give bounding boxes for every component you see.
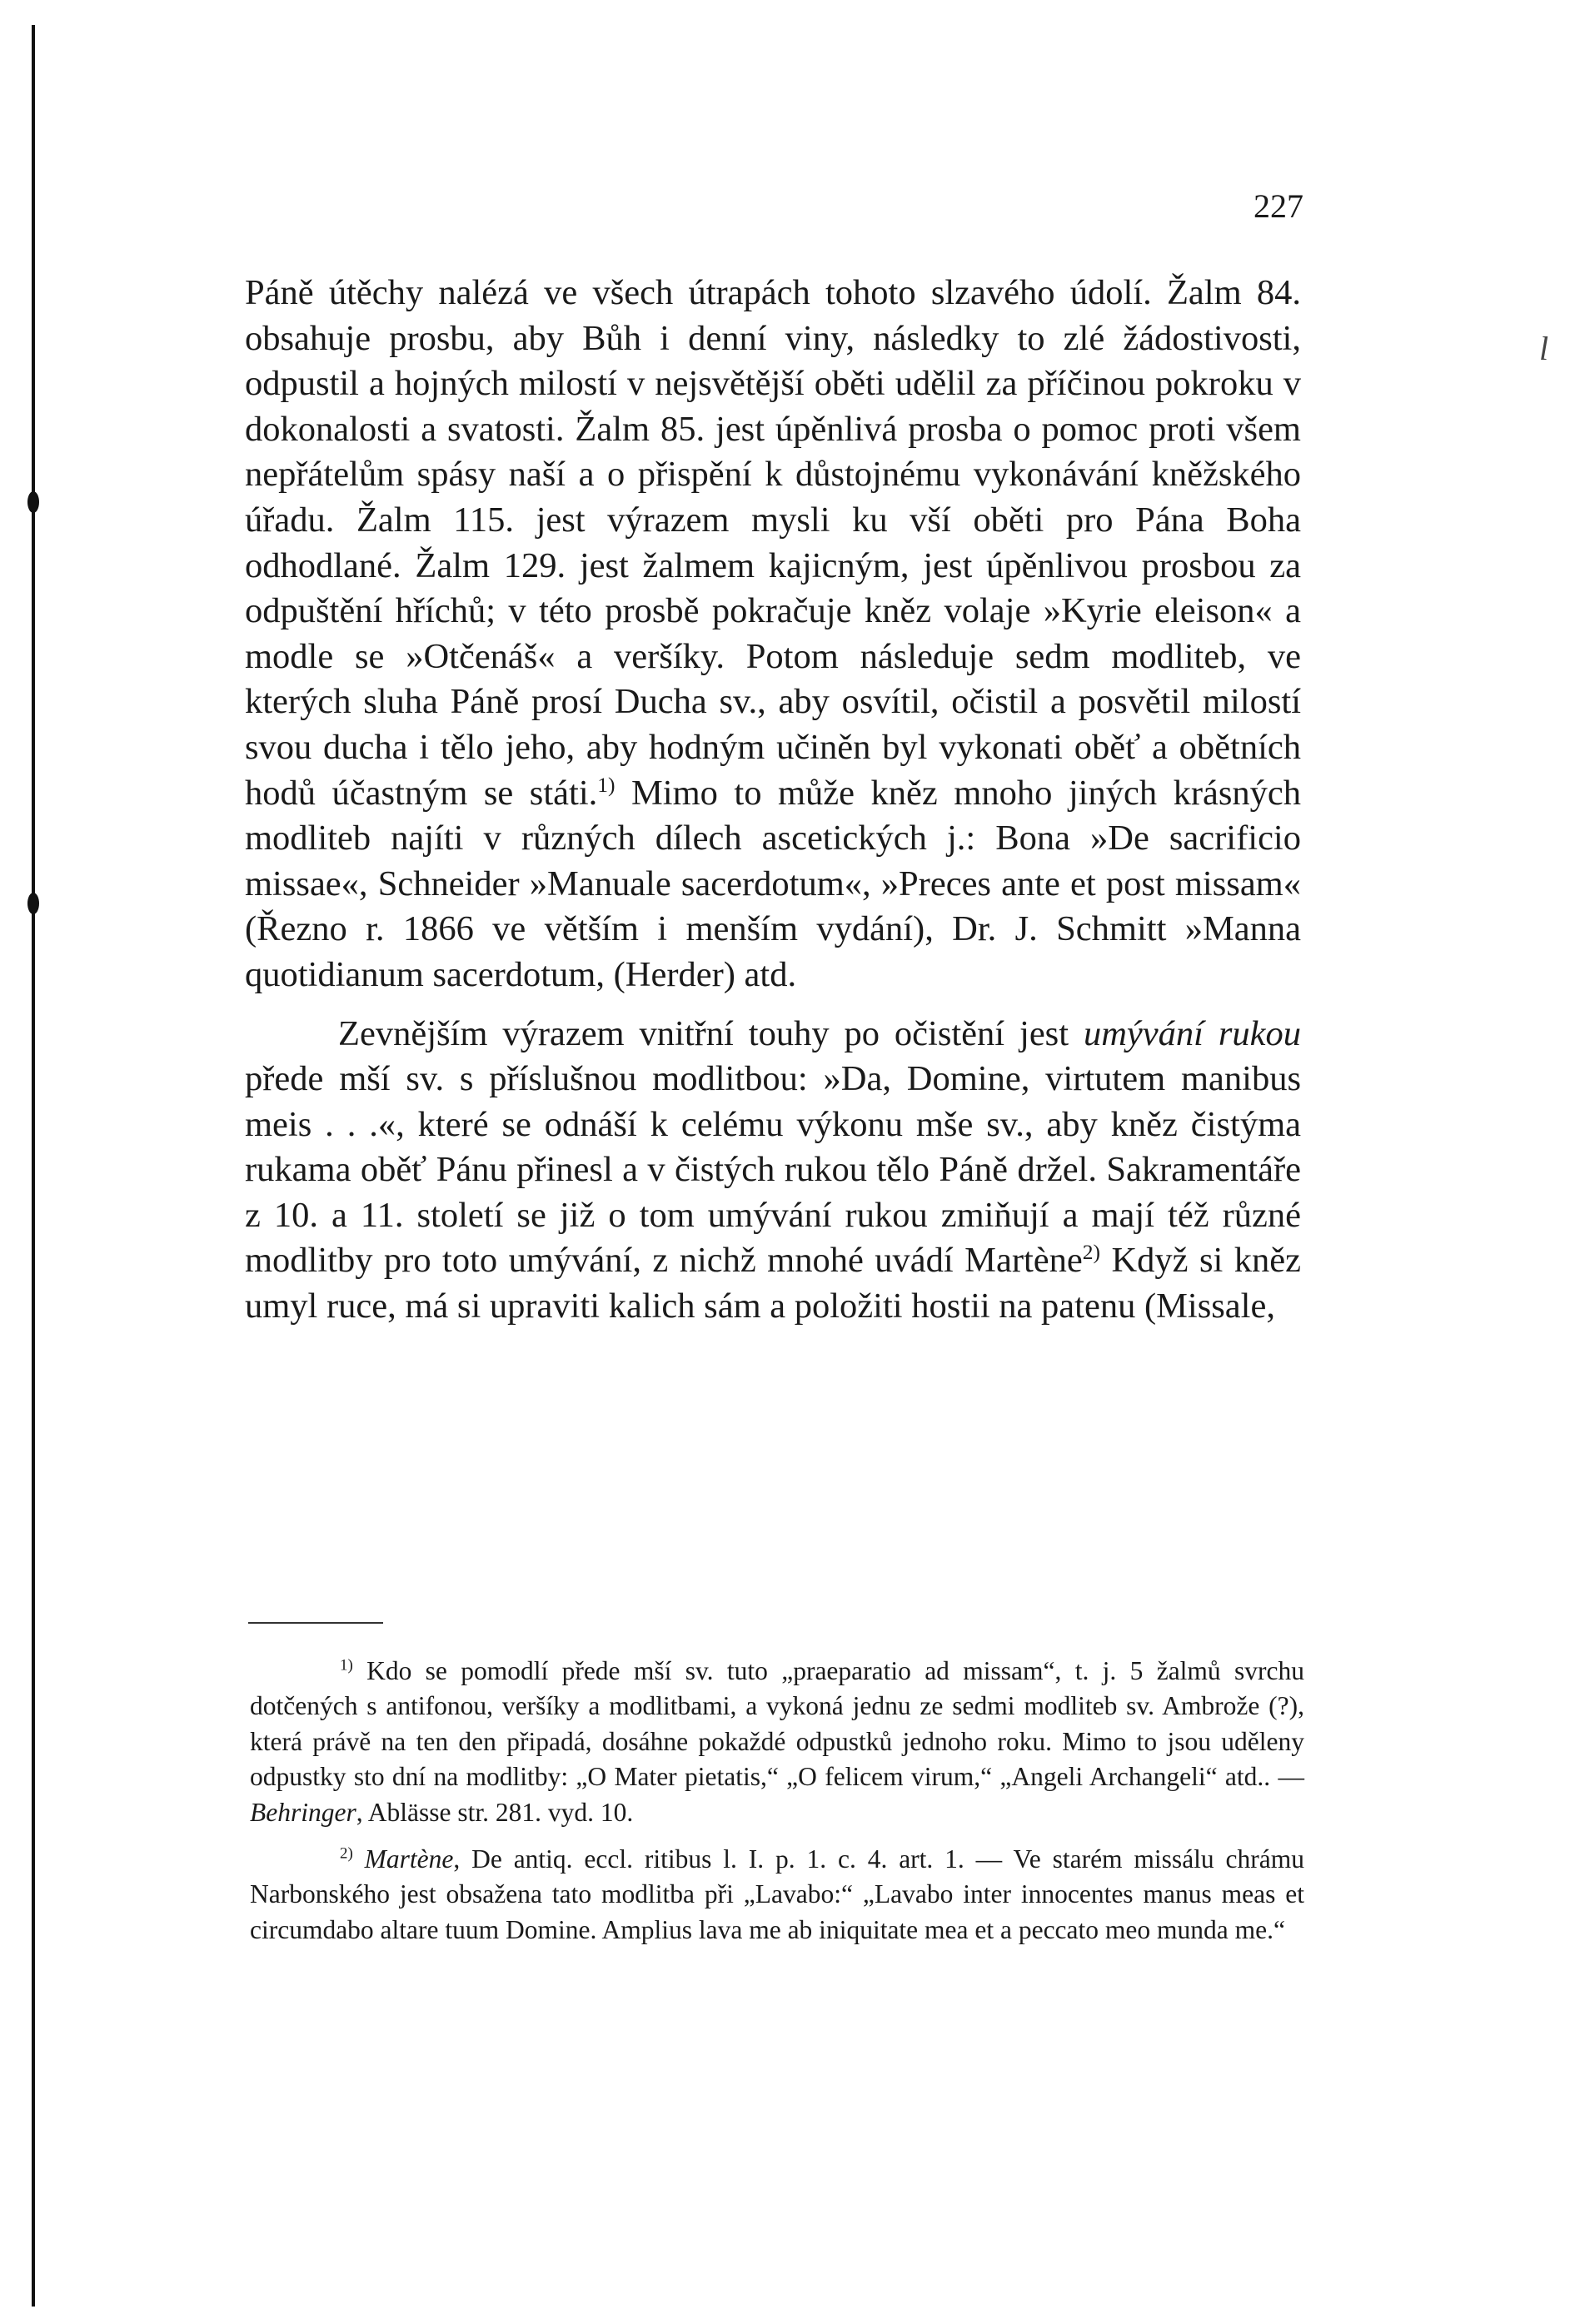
- main-text: [245, 271, 1301, 1330]
- footnotes: [250, 1654, 1304, 1948]
- paragraph-2: [245, 1012, 1301, 1330]
- text-run: Když si kněz umyl ruce, má si upraviti kalich sám a položiti hostii na patenu (Missale,: [245, 1241, 1301, 1326]
- footnote-ref: 1): [340, 1656, 353, 1675]
- binding-edge-line: [32, 25, 35, 2307]
- page-number: 227: [1254, 187, 1303, 225]
- footnote-2: [250, 1842, 1304, 1948]
- paragraph-1: [245, 271, 1301, 998]
- footnote-ref: 2): [1082, 1240, 1101, 1265]
- italic-text: umývání rukou: [1083, 1013, 1301, 1053]
- margin-note: l: [1539, 330, 1549, 367]
- footnote-ref: 2): [340, 1844, 353, 1863]
- footnote-1: [250, 1654, 1304, 1830]
- text-run: Mimo to může kněz mnoho jiných krásných modliteb najíti v různých dílech ascetických j.: Bona »De sacrificio missae«, Schneider »Manuale sacerdotum«, »Preces ante et post missam« (Řezno r. 1866 ve větším i menším vydání), Dr. J. Schmitt »Manna quotidianum sacerdotum, (Herder) atd.: [245, 773, 1301, 994]
- binding-mark: [27, 491, 39, 513]
- footnote-ref: 1): [597, 772, 616, 797]
- text-run: Páně útěchy nalézá ve všech útrapách tohoto slzavého údolí. Žalm 84. obsahuje prosbu, aby Bůh i denní viny, následky to zlé žádostivosti, odpustil a hojných milostí v nejsvětější oběti udělil za příčinou pokroku v dokonalosti a svatosti. Žalm 85. jest úpěnlivá prosba o pomoc proti všem nepřátelům spásy naší a o přispění k důstojnému vykonávání kněžského úřadu. Žalm 115. jest výrazem mysli ku vší oběti pro Pána Boha odhodlané. Žalm 129. jest žalmem kajicným, jest úpěnlivou prosbou za odpuštění hříchů; v této prosbě pokračuje kněz volaje »Kyrie eleison« a modle se »Otčenáš« a veršíky. Potom následuje sedm modliteb, ve kterých sluha Páně prosí Ducha sv., aby osvítil, očistil a posvětil milostí svou ducha i tělo jeho, aby hodným učiněn byl vykonati oběť a obětních hodů účastným se státi.: [245, 273, 1301, 813]
- footnote-separator: [248, 1622, 383, 1624]
- text-run: [353, 1844, 365, 1874]
- italic-text: Martène: [364, 1844, 454, 1874]
- binding-mark: [27, 893, 39, 914]
- text-run: Kdo se pomodlí přede mší sv. tuto „praeparatio ad missam“, t. j. 5 žalmů svrchu dotčených s antifonou, veršíky a modlitbami, a vykoná jednu ze sedmi modliteb sv. Ambrože (?), která právě na ten den připadá, dosáhne pokaždé odpustků jednoho roku. Mimo to jsou uděleny odpustky sto dní na modlitby: „O Mater pietatis,“ „O felicem virum,“ „Angeli Archangeli“ atd.. —: [250, 1656, 1304, 1792]
- italic-text: Behringer: [250, 1797, 356, 1827]
- text-run: , Ablässe str. 281. vyd. 10.: [356, 1797, 634, 1827]
- text-run: Zevnějším výrazem vnitřní touhy po očistění jest: [338, 1013, 1084, 1053]
- text-run: přede mší sv. s příslušnou modlitbou: »Da, Domine, virtutem manibus meis . . .«, které se odnáší k celému výkonu mše sv., aby kněz čistýma rukama oběť Pánu přinesl a v čistých rukou tělo Páně držel. Sakramentáře z 10. a 11. století se již o tom umývání rukou zmiňují a mají též různé modlitby pro toto umývání, z nichž mnohé uvádí Martène: [245, 1059, 1301, 1281]
- text-run: , De antiq. eccl. ritibus l. I. p. 1. c. 4. art. 1. — Ve starém missálu chrámu Narbonského jest obsažena tato modlitba při „Lavabo:“ „Lavabo inter innocentes manus meas et circumdabo altare tuum Domine. Amplius lava me ab iniquitate mea et a peccato meo munda me.“: [250, 1844, 1304, 1944]
